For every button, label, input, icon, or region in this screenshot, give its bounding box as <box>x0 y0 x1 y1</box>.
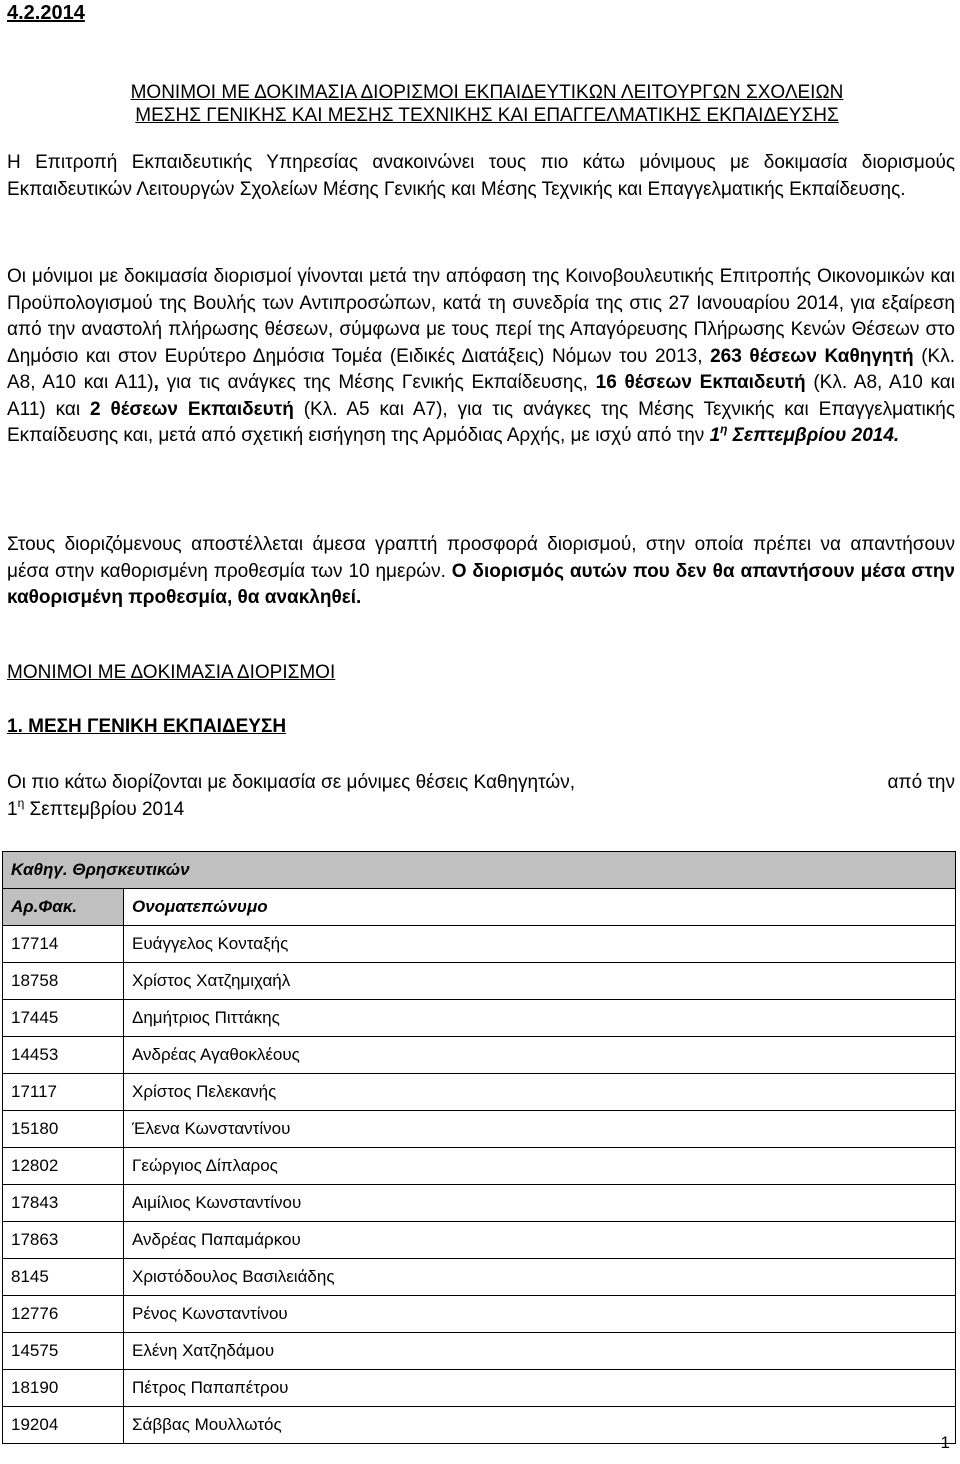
file-number-cell: 12802 <box>3 1148 124 1185</box>
appointments-paragraph <box>7 264 955 450</box>
file-number-cell: 14575 <box>3 1333 124 1370</box>
subsection-heading: 1. ΜΕΣΗ ΓΕΝΙΚΗ ΕΚΠΑΙΔΕΥΣΗ <box>7 716 287 737</box>
bold-text: 16 θέσεων Εκπαιδευτή <box>595 372 806 393</box>
name-cell: Ανδρέας Παπαμάρκου <box>124 1222 956 1259</box>
name-cell: Χρίστος Χατζημιχαήλ <box>124 963 956 1000</box>
file-number-cell: 14453 <box>3 1037 124 1074</box>
file-number-cell: 17714 <box>3 926 124 963</box>
name-cell: Αιμίλιος Κωνσταντίνου <box>124 1185 956 1222</box>
table-row <box>3 1296 956 1333</box>
effective-date-num: 1 <box>709 425 721 446</box>
text: Οι μόνιμοι με δοκιμασία διορισμοί γίνονται μετά την απόφαση της Κοινοβουλευτικής Επιτροπής Οικονομικών και Προϋπολογισμού της Βουλής των Αντιπροσώπων, κατά τη συνεδρία της στις 27 Ιανουαρίου 2014, για εξαίρεση από την αναστολή πλήρωσης θέσεων, σύμφωνα με τους περί της Απαγόρευσης Πλήρωσης Κενών Θέσεων στο Δημόσιο και στον Ευρύτερο Δημόσια Τομέα (Ειδικές Διατάξεις) Νόμων του 2013, <box>7 266 955 367</box>
table-caption: Καθηγ. Θρησκευτικών <box>3 852 956 889</box>
file-number-cell: 18758 <box>3 963 124 1000</box>
text: Στους διοριζόμενους αποστέλλεται άμεσα γραπτή προσφορά διορισμού, στην οποία πρέπει να απαντήσουν μέσα στην καθορισμένη προθεσμία των 10 ημερών. <box>7 534 955 582</box>
file-number-cell: 18190 <box>3 1370 124 1407</box>
table-row <box>3 1407 956 1444</box>
intro-date-rest: Σεπτεμβρίου 2014 <box>24 799 185 820</box>
page-number: 1 <box>940 1433 950 1452</box>
intro-paragraph: Η Επιτροπή Εκπαιδευτικής Υπηρεσίας ανακοινώνει τους πιο κάτω μόνιμους με δοκιμασία διορισμούς Εκπαιδευτικών Λειτουργών Σχολείων Μέσης Γενικής και Μέσης Τεχνικής και Επαγγελματικής Εκπαίδευσης. <box>7 152 955 200</box>
effective-date-sup: η <box>720 422 728 436</box>
file-number-cell: 17863 <box>3 1222 124 1259</box>
file-number-cell: 17843 <box>3 1185 124 1222</box>
document-date: 4.2.2014 <box>7 2 85 24</box>
column-header-id: Αρ.Φακ. <box>3 889 124 926</box>
title-line-1: ΜΟΝΙΜΟΙ ΜΕ ΔΟΚΙΜΑΣΙΑ ΔΙΟΡΙΣΜΟΙ ΕΚΠΑΙΔΕΥΤΙΚΩΝ ΛΕΙΤΟΥΡΓΩΝ ΣΧΟΛΕΙΩΝ <box>130 82 844 103</box>
table-header-row <box>3 889 956 926</box>
table-row <box>3 1370 956 1407</box>
table-row <box>3 1185 956 1222</box>
name-cell: Γεώργιος Δίπλαρος <box>124 1148 956 1185</box>
table-row <box>3 1148 956 1185</box>
name-cell: Ελένη Χατζηδάμου <box>124 1333 956 1370</box>
file-number-cell: 15180 <box>3 1111 124 1148</box>
file-number-cell: 17445 <box>3 1000 124 1037</box>
table-caption-row <box>3 852 956 889</box>
text: (Κλ. Α8, Α10 και Α11) και <box>7 372 956 420</box>
table-row <box>3 1333 956 1370</box>
column-header-name: Ονοματεπώνυμο <box>124 889 956 926</box>
effective-date-rest: Σεπτεμβρίου 2014. <box>727 425 900 446</box>
bold-text: 263 θέσεων Καθηγητή <box>710 345 914 367</box>
bold-text: , <box>153 372 159 393</box>
file-number-cell: 12776 <box>3 1296 124 1333</box>
name-cell: Ευάγγελος Κονταξής <box>124 926 956 963</box>
bold-text: 2 θέσεων Εκπαιδευτή <box>90 398 294 420</box>
name-cell: Δημήτριος Πιττάκης <box>124 1000 956 1037</box>
appointees-table <box>2 851 956 1444</box>
intro-right-text: από την <box>887 772 955 793</box>
name-cell: Έλενα Κωνσταντίνου <box>124 1111 956 1148</box>
name-cell: Σάββας Μουλλωτός <box>124 1407 956 1444</box>
name-cell: Χριστόδουλος Βασιλειάδης <box>124 1259 956 1296</box>
table-row <box>3 1259 956 1296</box>
name-cell: Ανδρέας Αγαθοκλέους <box>124 1037 956 1074</box>
text: για τις ανάγκες της Μέσης Γενικής Εκπαίδευσης, <box>158 372 596 393</box>
title-line-2: ΜΕΣΗΣ ΓΕΝΙΚΗΣ ΚΑΙ ΜΕΣΗΣ ΤΕΧΝΙΚΗΣ ΚΑΙ ΕΠΑΓΓΕΛΜΑΤΙΚΗΣ ΕΚΠΑΙΔΕΥΣΗΣ <box>135 105 839 126</box>
name-cell: Ρένος Κωνσταντίνου <box>124 1296 956 1333</box>
intro-date-sup: η <box>17 796 25 810</box>
table-row <box>3 1000 956 1037</box>
document-title <box>37 81 937 127</box>
table-row <box>3 1037 956 1074</box>
intro-text: Οι πιο κάτω διορίζονται με δοκιμασία σε μόνιμες θέσεις Καθηγητών, <box>7 772 575 793</box>
table-row <box>3 926 956 963</box>
section-heading: ΜΟΝΙΜΟΙ ΜΕ ΔΟΚΙΜΑΣΙΑ ΔΙΟΡΙΣΜΟΙ <box>7 662 336 683</box>
file-number-cell: 19204 <box>3 1407 124 1444</box>
text: (Κλ. Α8, Α10 και Α11) <box>7 345 955 393</box>
revocation-notice: Ο διορισμός αυτών που δεν θα απαντήσουν μέσα στην καθορισμένη προθεσμία, θα ανακληθεί. <box>7 560 955 608</box>
subsection-intro <box>7 769 955 823</box>
intro-date-num: 1 <box>7 799 18 820</box>
offer-paragraph <box>7 532 955 612</box>
name-cell: Πέτρος Παπαπέτρου <box>124 1370 956 1407</box>
text: (Κλ. Α5 και Α7), για τις ανάγκες της Μέσης Τεχνικής και Επαγγελματικής Εκπαίδευσης και, μετά από σχετική εισήγηση της Αρμόδιας Αρχής, με ισχύ από την <box>7 398 955 446</box>
name-cell: Χρίστος Πελεκανής <box>124 1074 956 1111</box>
table-row <box>3 963 956 1000</box>
file-number-cell: 8145 <box>3 1259 124 1296</box>
table-row <box>3 1111 956 1148</box>
file-number-cell: 17117 <box>3 1074 124 1111</box>
table-row <box>3 1222 956 1259</box>
table-row <box>3 1074 956 1111</box>
